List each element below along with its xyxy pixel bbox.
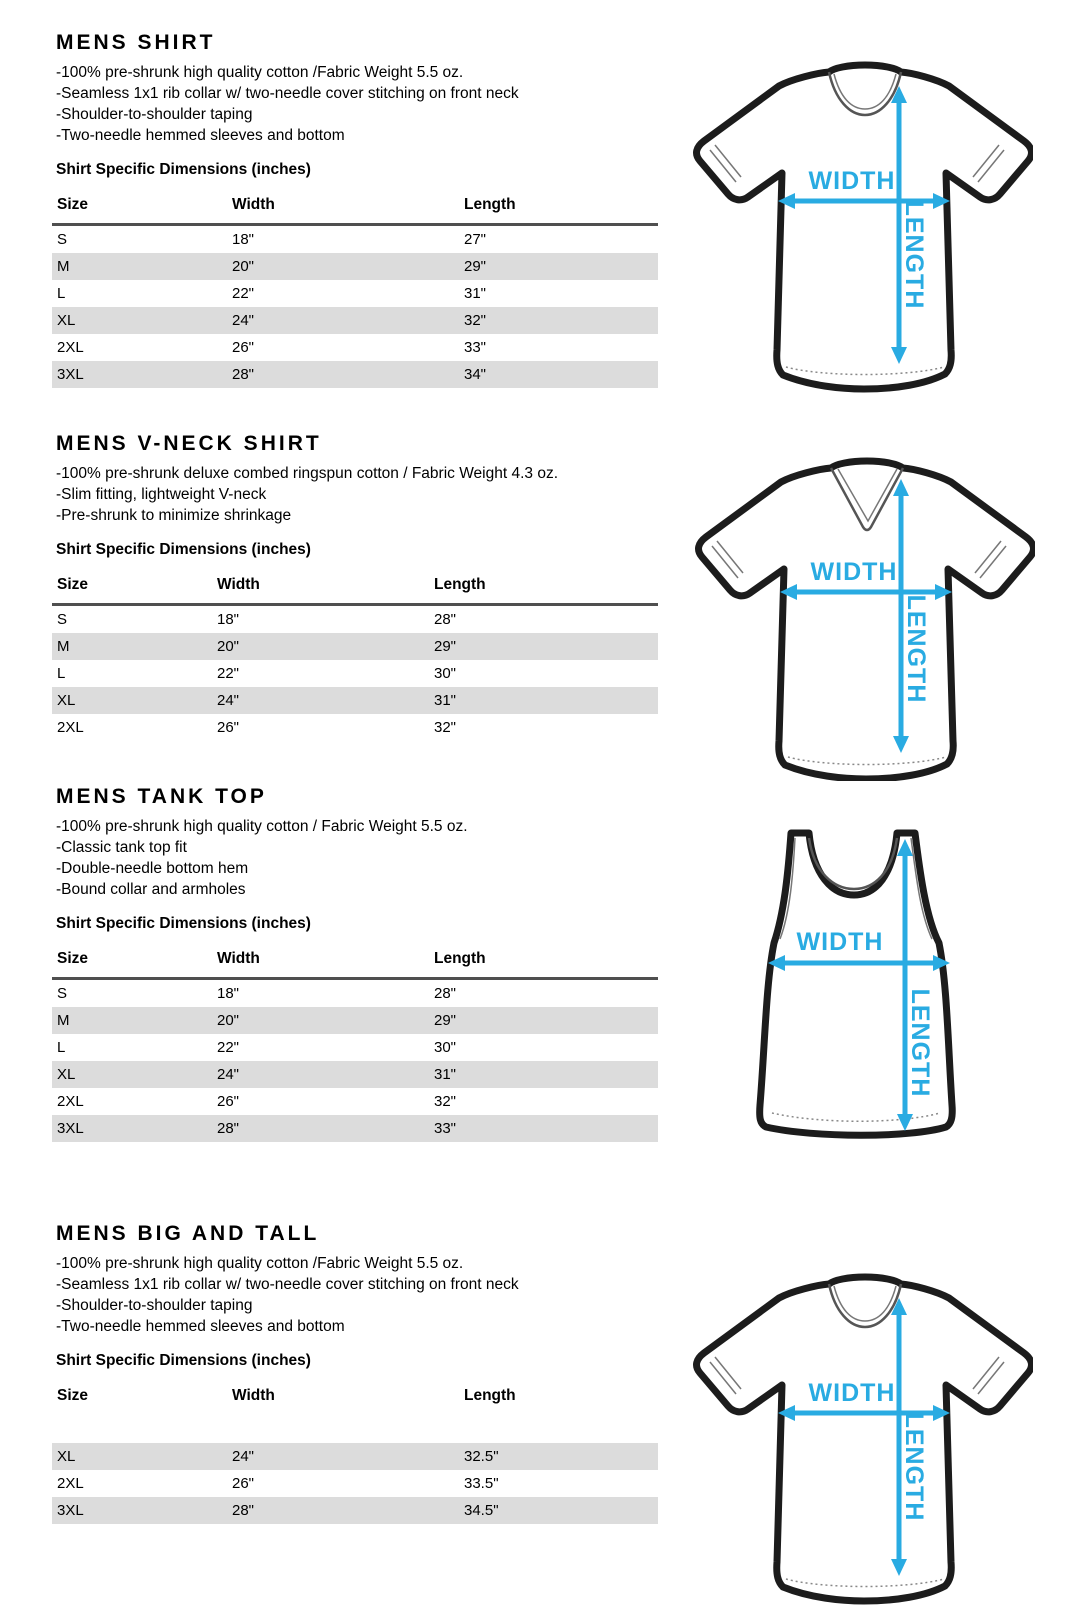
table-cell: 30" xyxy=(434,665,457,682)
section-title: MENS V-NECK SHIRT xyxy=(56,432,322,455)
length-label: LENGTH xyxy=(900,200,928,310)
table-row xyxy=(52,1061,658,1088)
v-neck-tshirt-diagram xyxy=(683,451,1035,786)
table-cell: 2XL xyxy=(57,1475,84,1492)
table-cell: 28" xyxy=(212,1115,429,1142)
column-header-length: Length xyxy=(459,1387,658,1438)
table-cell: 32.5" xyxy=(459,1438,658,1470)
table-cell: 18" xyxy=(232,231,255,248)
table-row xyxy=(52,1088,658,1115)
table-row xyxy=(52,979,658,1008)
table-row xyxy=(52,1497,658,1524)
table-row xyxy=(52,307,658,334)
table-cell: 20" xyxy=(212,633,429,660)
table-cell: 28" xyxy=(227,1497,459,1524)
table-cell: XL xyxy=(52,687,212,714)
table-row xyxy=(52,714,658,741)
bullet-line: -100% pre-shrunk high quality cotton /Fabric Weight 5.5 oz. xyxy=(56,1255,464,1272)
table-cell: 33" xyxy=(429,1115,658,1142)
table-row xyxy=(52,280,658,307)
bullet-line: -100% pre-shrunk high quality cotton / Fabric Weight 5.5 oz. xyxy=(56,818,468,835)
width-label: WIDTH xyxy=(796,928,884,956)
table-cell: XL xyxy=(52,1061,212,1088)
bullet-line: -Shoulder-to-shoulder taping xyxy=(56,106,253,123)
crew-neck-tshirt-diagram xyxy=(681,55,1033,400)
table-row xyxy=(52,361,658,388)
column-header-width: Width xyxy=(227,1387,459,1438)
table-cell: S xyxy=(57,611,68,628)
table-header-row xyxy=(52,950,658,979)
dimensions-heading: Shirt Specific Dimensions (inches) xyxy=(56,161,311,178)
dimensions-heading: Shirt Specific Dimensions (inches) xyxy=(56,915,311,932)
table-cell: 20" xyxy=(212,1007,429,1034)
table-cell: 29" xyxy=(459,253,658,280)
table-row xyxy=(52,605,658,634)
table-cell: 29" xyxy=(429,633,658,660)
table-cell: 28" xyxy=(434,985,457,1002)
table-row xyxy=(52,660,658,687)
bullet-line: -Pre-shrunk to minimize shrinkage xyxy=(56,507,292,524)
table-row xyxy=(52,1438,658,1470)
section-title: MENS BIG AND TALL xyxy=(56,1222,320,1245)
table-cell: 24" xyxy=(212,1061,429,1088)
table-row xyxy=(52,687,658,714)
column-header-length: Length xyxy=(429,576,658,605)
table-row xyxy=(52,633,658,660)
table-cell: 2XL xyxy=(57,339,84,356)
table-cell: 26" xyxy=(217,719,240,736)
bullet-line: -Double-needle bottom hem xyxy=(56,860,249,877)
table-cell: 33" xyxy=(464,339,487,356)
section-mens-big-and-tall xyxy=(0,1222,1071,1524)
tshirt-outline xyxy=(697,65,1032,389)
table-cell: 31" xyxy=(429,687,658,714)
table-cell: XL xyxy=(52,307,227,334)
length-label: LENGTH xyxy=(906,988,934,1098)
length-label: LENGTH xyxy=(902,594,930,704)
table-cell: 32" xyxy=(434,719,457,736)
table-cell: 29" xyxy=(429,1007,658,1034)
tshirt-outline xyxy=(697,1277,1032,1601)
bullet-line: -Two-needle hemmed sleeves and bottom xyxy=(56,127,345,144)
table-cell: 22" xyxy=(217,665,240,682)
table-cell: 33.5" xyxy=(464,1475,499,1492)
table-cell: L xyxy=(57,285,66,302)
table-row xyxy=(52,1115,658,1142)
table-header-row xyxy=(52,576,658,605)
column-header-size: Size xyxy=(52,1387,227,1438)
table-row xyxy=(52,253,658,280)
table-cell: 22" xyxy=(232,285,255,302)
table-cell: 26" xyxy=(232,1475,255,1492)
bullet-line: -Bound collar and armholes xyxy=(56,881,246,898)
size-table xyxy=(52,950,658,1142)
bullet-line: -Classic tank top fit xyxy=(56,839,187,856)
length-label: LENGTH xyxy=(900,1412,928,1522)
section-mens-tank-top xyxy=(0,785,1071,1142)
width-label: WIDTH xyxy=(808,167,896,195)
table-cell: M xyxy=(52,633,212,660)
table-cell: 30" xyxy=(434,1039,457,1056)
size-table xyxy=(52,1387,658,1524)
table-row xyxy=(52,1470,658,1497)
bullet-line: -Two-needle hemmed sleeves and bottom xyxy=(56,1318,345,1335)
column-header-size: Size xyxy=(52,576,212,605)
table-header-row xyxy=(52,196,658,225)
table-cell: 31" xyxy=(429,1061,658,1088)
section-mens-shirt xyxy=(0,31,1071,388)
table-row xyxy=(52,225,658,254)
table-cell: 24" xyxy=(212,687,429,714)
width-label: WIDTH xyxy=(810,558,898,586)
bullet-line: -Seamless 1x1 rib collar w/ two-needle cover stitching on front neck xyxy=(56,85,519,102)
table-cell: 26" xyxy=(232,339,255,356)
table-cell: 26" xyxy=(217,1093,240,1110)
column-header-length: Length xyxy=(459,196,658,225)
table-cell: L xyxy=(57,1039,66,1056)
column-header-size: Size xyxy=(52,950,212,979)
tshirt-outline xyxy=(699,461,1034,779)
table-cell: 32" xyxy=(434,1093,457,1110)
table-cell: 20" xyxy=(227,253,459,280)
table-cell: 24" xyxy=(227,1438,459,1470)
table-cell: XL xyxy=(52,1438,227,1470)
table-cell: 34.5" xyxy=(459,1497,658,1524)
table-cell: S xyxy=(57,985,68,1002)
width-label: WIDTH xyxy=(808,1379,896,1407)
bullet-line: -100% pre-shrunk deluxe combed ringspun cotton / Fabric Weight 4.3 oz. xyxy=(56,465,559,482)
column-header-size: Size xyxy=(52,196,227,225)
table-cell: 22" xyxy=(217,1039,240,1056)
table-cell: L xyxy=(57,665,66,682)
table-cell: 34" xyxy=(459,361,658,388)
section-title: MENS SHIRT xyxy=(56,31,216,54)
dimensions-heading: Shirt Specific Dimensions (inches) xyxy=(56,541,311,558)
column-header-width: Width xyxy=(212,950,429,979)
table-cell: 2XL xyxy=(57,719,84,736)
table-cell: 24" xyxy=(227,307,459,334)
bullet-line: -Shoulder-to-shoulder taping xyxy=(56,1297,253,1314)
table-cell: 27" xyxy=(464,231,487,248)
tank-top-diagram xyxy=(700,813,1030,1148)
table-cell: S xyxy=(57,231,68,248)
size-table xyxy=(52,196,658,388)
table-cell: 18" xyxy=(217,611,240,628)
table-row xyxy=(52,1034,658,1061)
table-row xyxy=(52,1007,658,1034)
table-cell: 28" xyxy=(227,361,459,388)
table-cell: M xyxy=(52,1007,212,1034)
table-cell: 2XL xyxy=(57,1093,84,1110)
table-cell: 18" xyxy=(217,985,240,1002)
column-header-length: Length xyxy=(429,950,658,979)
crew-neck-tshirt-diagram xyxy=(681,1267,1033,1612)
table-cell: 3XL xyxy=(52,361,227,388)
section-mens-vneck-shirt xyxy=(0,432,1071,741)
section-title: MENS TANK TOP xyxy=(56,785,267,808)
table-cell: 3XL xyxy=(52,1497,227,1524)
table-cell: 32" xyxy=(459,307,658,334)
table-cell: 3XL xyxy=(52,1115,212,1142)
bullet-line: -Seamless 1x1 rib collar w/ two-needle cover stitching on front neck xyxy=(56,1276,519,1293)
table-cell: M xyxy=(52,253,227,280)
table-row xyxy=(52,334,658,361)
table-cell: 28" xyxy=(434,611,457,628)
table-header-row xyxy=(52,1387,658,1438)
table-cell: 31" xyxy=(464,285,487,302)
column-header-width: Width xyxy=(227,196,459,225)
size-table xyxy=(52,576,658,741)
bullet-line: -Slim fitting, lightweight V-neck xyxy=(56,486,267,503)
dimensions-heading: Shirt Specific Dimensions (inches) xyxy=(56,1352,311,1369)
bullet-line: -100% pre-shrunk high quality cotton /Fabric Weight 5.5 oz. xyxy=(56,64,464,81)
column-header-width: Width xyxy=(212,576,429,605)
